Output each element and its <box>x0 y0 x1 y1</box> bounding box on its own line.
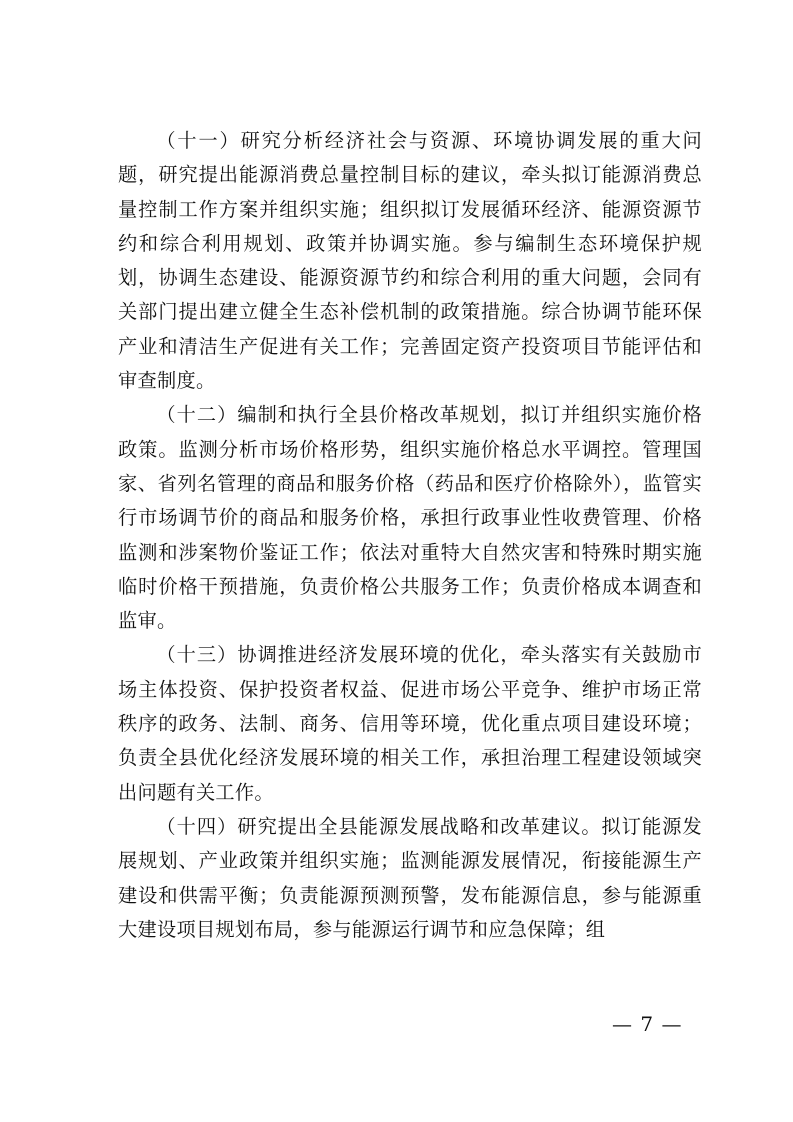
paragraph-13: （十三）协调推进经济发展环境的优化，牵头落实有关鼓励市场主体投资、保护投资者权益、促进市场公平竞争、维护市场正常秩序的政务、法制、商务、信用等环境，优化重点项目建设环境；负责全县优化经济发展环境的相关工作，承担治理工程建设领域突出问题有关工作。 <box>118 643 702 804</box>
document-body <box>118 124 702 947</box>
paragraph-14: （十四）研究提出全县能源发展战略和改革建议。拟订能源发展规划、产业政策并组织实施；监测能源发展情况，衔接能源生产建设和供需平衡；负责能源预测预警，发布能源信息，参与能源重大建设项目规划布局，参与能源运行调节和应急保障；组 <box>118 814 702 941</box>
page-number: — 7 — <box>612 1012 683 1036</box>
paragraph-11: （十一）研究分析经济社会与资源、环境协调发展的重大问题，研究提出能源消费总量控制目标的建议，牵头拟订能源消费总量控制工作方案并组织实施；组织拟订发展循环经济、能源资源节约和综合利用规划、政策并协调实施。参与编制生态环境保护规划，协调生态建设、能源资源节约和综合利用的重大问题，会同有关部门提出建立健全生态补偿机制的政策措施。综合协调节能环保产业和清洁生产促进有关工作；完善固定资产投资项目节能评估和审查制度。 <box>118 129 702 393</box>
paragraph-12: （十二）编制和执行全县价格改革规划，拟订并组织实施价格政策。监测分析市场价格形势，组织实施价格总水平调控。管理国家、省列名管理的商品和服务价格（药品和医疗价格除外），监管实行市场调节价的商品和服务价格，承担行政事业性收费管理、价格监测和涉案物价鉴证工作；依法对重特大自然灾害和特殊时期实施临时价格干预措施，负责价格公共服务工作；负责价格成本调查和监审。 <box>118 403 702 633</box>
